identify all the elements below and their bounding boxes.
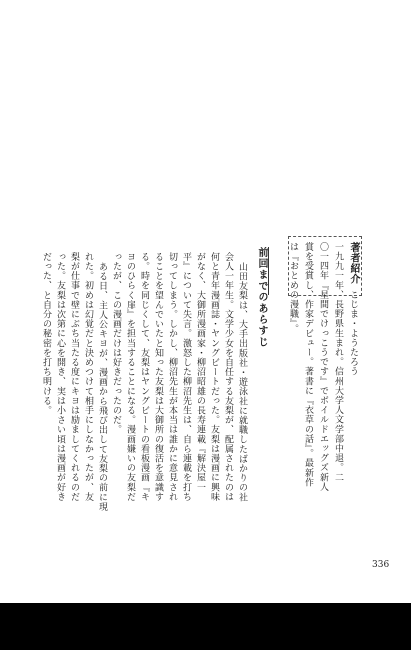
synopsis-line: れた。初めは幻覚だと決めつけて相手にしなかったが、友	[83, 252, 93, 502]
author-intro-line: は『おとめの漫職』。	[288, 242, 298, 334]
synopsis-line: ったが、この漫画だけは好きだったのだ。	[111, 252, 121, 435]
bottom-black-bar	[0, 603, 411, 650]
synopsis-line: がなく、大御所漫画家・柳沼昭雄の長寿連載『解決屋一	[195, 252, 205, 492]
author-intro-line: 〇一四年『星間でけっこうです』でボイルドエッグズ新人	[318, 242, 328, 492]
synopsis-line: 山田友梨は、大手出版社・遊泳社に就職したばかりの社	[237, 262, 247, 502]
synopsis-line: った。友梨は次第に心を開き、実は小さい頃は漫画が好き	[55, 252, 65, 502]
author-intro-name: こじま・ようたろう	[348, 290, 358, 377]
synopsis-line: 会人一年生。文学少女を自任する友梨が、配属されたのは	[223, 252, 233, 502]
synopsis-line: ある日、主人公キヨが、漫画から飛び出して友梨の前に現	[97, 262, 107, 512]
synopsis-line: ることを望んでいたと知った友梨は大御所の復活を意識す	[153, 252, 163, 502]
synopsis-line: 何と青年漫画誌・ヤングビートだった。友梨は漫画に興味	[209, 252, 219, 502]
author-intro-line: 一九九一年、長野県生まれ。信州大学人文学部中退。二	[333, 242, 343, 482]
synopsis-line: 切ってしまう。しかし、柳沼先生が本当は誰かに意見され	[167, 252, 177, 502]
author-intro-line: 賞を受賞し、作家デビュー。著書に『衣草の話』。最新作	[303, 242, 313, 488]
synopsis-line: だった、と自分の秘密を打ち明ける。	[41, 252, 51, 416]
page-number: 336	[372, 560, 390, 570]
author-intro-heading: 著者紹介	[348, 242, 359, 285]
synopsis-line: ヨのひらく扉』を担当することになる。漫画嫌いの友梨だ	[125, 252, 135, 502]
synopsis-line: る。時を同じくして、友梨はヤングビートの看板漫画『キ	[139, 252, 149, 502]
synopsis-line: 平』について失言。激怒した柳沼先生は、自ら連載を打ち	[181, 252, 191, 502]
synopsis-divider	[268, 247, 269, 295]
synopsis-line: 梨が仕事で壁にぶち当たる度にキヨは励ましてくれるのだ	[69, 252, 79, 502]
synopsis-heading: 前回までのあらすじ	[256, 247, 267, 348]
